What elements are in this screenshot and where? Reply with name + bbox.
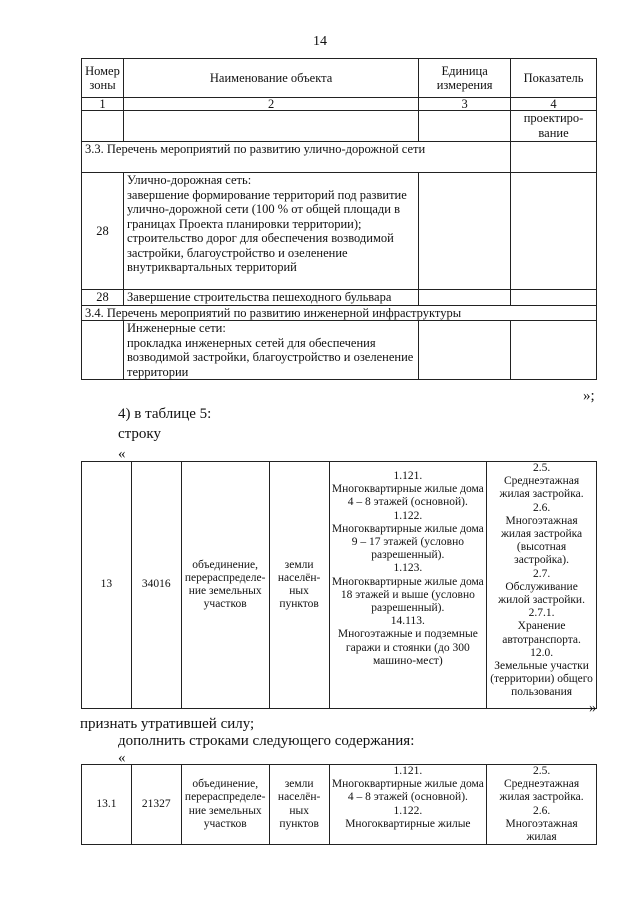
land-action: объединение, перераспределе-ние земельных участков [181,462,269,709]
header-zone-number: Номер зоны [82,59,124,98]
table5-row-13 [81,461,597,709]
table-row [82,111,597,142]
zone-number: 28 [82,290,124,306]
closing-quote: »; [583,388,595,404]
section-row [82,142,597,173]
zone-number: 28 [82,173,124,290]
opening-quote: « [118,750,126,766]
object-name: Завершение строительства пешеходного бульвара [123,290,418,306]
repeal-text: признать утратившей силу; [80,716,255,732]
zone-number [82,321,124,380]
parcel-code: 21327 [131,765,181,845]
parcel-code: 34016 [131,462,181,709]
land-category: земли населён-ных пунктов [269,765,329,845]
zone-number: 13.1 [82,765,132,845]
column-number: 2 [123,98,418,111]
indicator-value: проектиро- вание [511,111,597,142]
section-3-4-title: 3.4. Перечень мероприятий по развитию инженерной инфраструктуры [82,305,597,321]
row-word: строку [118,426,161,442]
classifier-codes: 2.5. Среднеэтажная жилая застройка. 2.6. Многоэтажная жилая [487,765,597,845]
column-number: 4 [511,98,597,111]
object-name: Инженерные сети: прокладка инженерных сетей для обеспечения возводимой застройки, благоустройство и озеленение территории [123,321,418,380]
closing-quote: » [589,700,597,716]
measures-table [81,58,597,380]
column-number: 3 [419,98,511,111]
table-row [82,173,597,290]
land-category: земли населён-ных пунктов [269,462,329,709]
object-name: Улично-дорожная сеть: завершение формирование территорий под развитие улично-дорожной сети (100 % от общей площади в границах Проекта планировки территории); строительство дорог для обеспечения возводимой застройки, благоустройство и озеленение внутриквартальных территорий [123,173,418,290]
item-4-text: 4) в таблице 5: [118,406,212,422]
permitted-use: 1.121. Многоквартирные жилые дома 4 – 8 этажей (основной). 1.122. Многоквартирные жилые дома 9 – 17 этажей (условно разрешенный). 1.123. Многоквартирные жилые дома 18 этажей и выше (условно разрешенный). 14.113. Многоэтажные и подземные гаражи и стоянки (до 300 машино-мест) [329,462,487,709]
header-unit: Единица измерения [419,59,511,98]
section-row [82,305,597,321]
column-numbers-row [82,98,597,111]
table5-row-13-1 [81,764,597,845]
page-number: 14 [313,34,327,49]
append-text: дополнить строками следующего содержания: [118,733,415,749]
table-header-row [82,59,597,98]
section-3-3-title: 3.3. Перечень мероприятий по развитию улично-дорожной сети [82,142,511,173]
table-row [82,321,597,380]
header-indicator: Показатель [511,59,597,98]
header-object-name: Наименование объекта [123,59,418,98]
column-number: 1 [82,98,124,111]
land-action: объединение, перераспределе-ние земельных участков [181,765,269,845]
zone-number: 13 [82,462,132,709]
opening-quote: « [118,446,126,462]
classifier-codes: 2.5. Среднеэтажная жилая застройка. 2.6. Многоэтажная жилая застройка (высотная застройка). 2.7. Обслуживание жилой застройки. 2.7.1. Хранение автотранспорта. 12.0. Земельные участки (территории) общего пользования [487,462,597,709]
table-row [82,290,597,306]
permitted-use: 1.121. Многоквартирные жилые дома 4 – 8 этажей (основной). 1.122. Многоквартирные жилые [329,765,487,845]
table-row [82,765,597,845]
table-row [82,462,597,709]
